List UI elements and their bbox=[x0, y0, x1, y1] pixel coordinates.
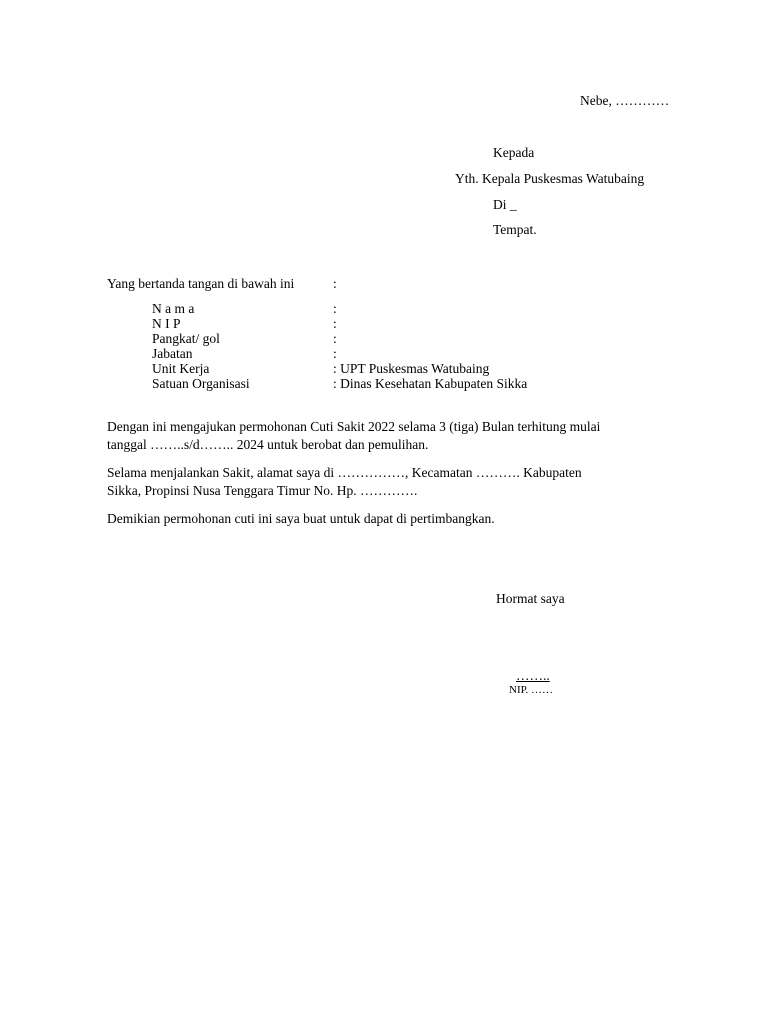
recipient-tempat: Tempat. bbox=[493, 222, 537, 237]
identity-value-unit-kerja: : UPT Puskesmas Watubaing bbox=[333, 361, 490, 376]
signature-closing: Hormat saya bbox=[496, 591, 565, 606]
identity-value-nama: : bbox=[333, 301, 337, 316]
identity-label-nama: N a m a bbox=[152, 301, 195, 316]
identity-value-nip: : bbox=[333, 316, 337, 331]
recipient-di: Di _ bbox=[493, 197, 517, 212]
identity-value-satuan-organisasi: : Dinas Kesehatan Kabupaten Sikka bbox=[333, 376, 528, 391]
recipient-addressee: Yth. Kepala Puskesmas Watubaing bbox=[455, 171, 645, 186]
signature-name: …….. bbox=[516, 668, 550, 683]
identity-label-jabatan: Jabatan bbox=[152, 346, 193, 361]
identity-value-pangkat: : bbox=[333, 331, 337, 346]
identity-intro: Yang bertanda tangan di bawah ini bbox=[107, 276, 295, 291]
paragraph-request-line-2: tanggal ……..s/d…….. 2024 untuk berobat dan pemulihan. bbox=[107, 437, 429, 452]
identity-intro-colon: : bbox=[333, 276, 337, 291]
paragraph-closing: Demikian permohonan cuti ini saya buat untuk dapat di pertimbangkan. bbox=[107, 511, 495, 526]
paragraph-request-line-1: Dengan ini mengajukan permohonan Cuti Sakit 2022 selama 3 (tiga) Bulan terhitung mulai bbox=[107, 419, 601, 434]
identity-label-unit-kerja: Unit Kerja bbox=[152, 361, 210, 376]
identity-label-satuan-organisasi: Satuan Organisasi bbox=[152, 376, 250, 391]
identity-value-jabatan: : bbox=[333, 346, 337, 361]
recipient-kepada: Kepada bbox=[493, 145, 535, 160]
identity-label-pangkat: Pangkat/ gol bbox=[152, 331, 220, 346]
identity-label-nip: N I P bbox=[152, 316, 181, 331]
signature-nip: NIP. …… bbox=[509, 684, 554, 696]
paragraph-address-line-2: Sikka, Propinsi Nusa Tenggara Timur No. Hp. …………. bbox=[107, 483, 418, 498]
paragraph-address-line-1: Selama menjalankan Sakit, alamat saya di ……………, Kecamatan ………. Kabupaten bbox=[107, 465, 582, 480]
place-date: Nebe, ………… bbox=[580, 93, 670, 108]
